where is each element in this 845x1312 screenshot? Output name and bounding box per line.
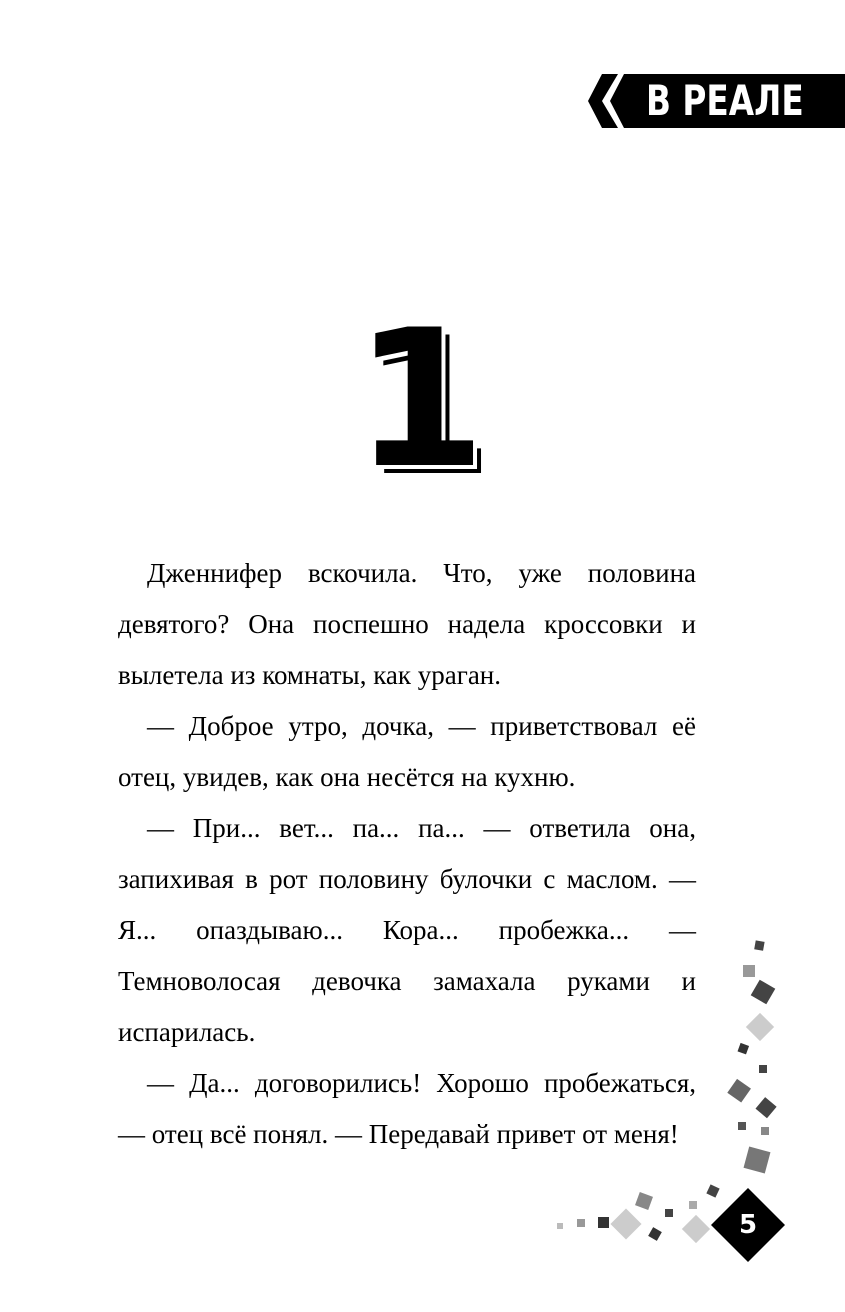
page-number-badge [711, 1188, 785, 1262]
section-title: В РЕАЛЕ [646, 76, 804, 125]
paragraph: Дженнифер вскочила. Что, уже половина девятого? Она поспешно надела кроссовки и вылетела из комнаты, как ураган. [118, 558, 696, 690]
page-number: 5 [738, 1210, 758, 1240]
paragraph: — Да... договорились! Хорошо пробежаться, — отец всё понял. — Передавай привет от меня! [118, 1068, 696, 1149]
paragraph: — Доброе утро, дочка, — приветствовал её отец, увидев, как она несётся на кухню. [118, 711, 696, 792]
section-header-tab [588, 74, 845, 128]
chapter-number: 1 [353, 289, 487, 510]
paragraph: — При... вет... па... па... — ответила она, запихивая в рот половину булочки с маслом. — Я... опаздываю... Кора... пробежка... — Темноволосая девочка замахала руками и испарилась. [118, 813, 696, 1047]
